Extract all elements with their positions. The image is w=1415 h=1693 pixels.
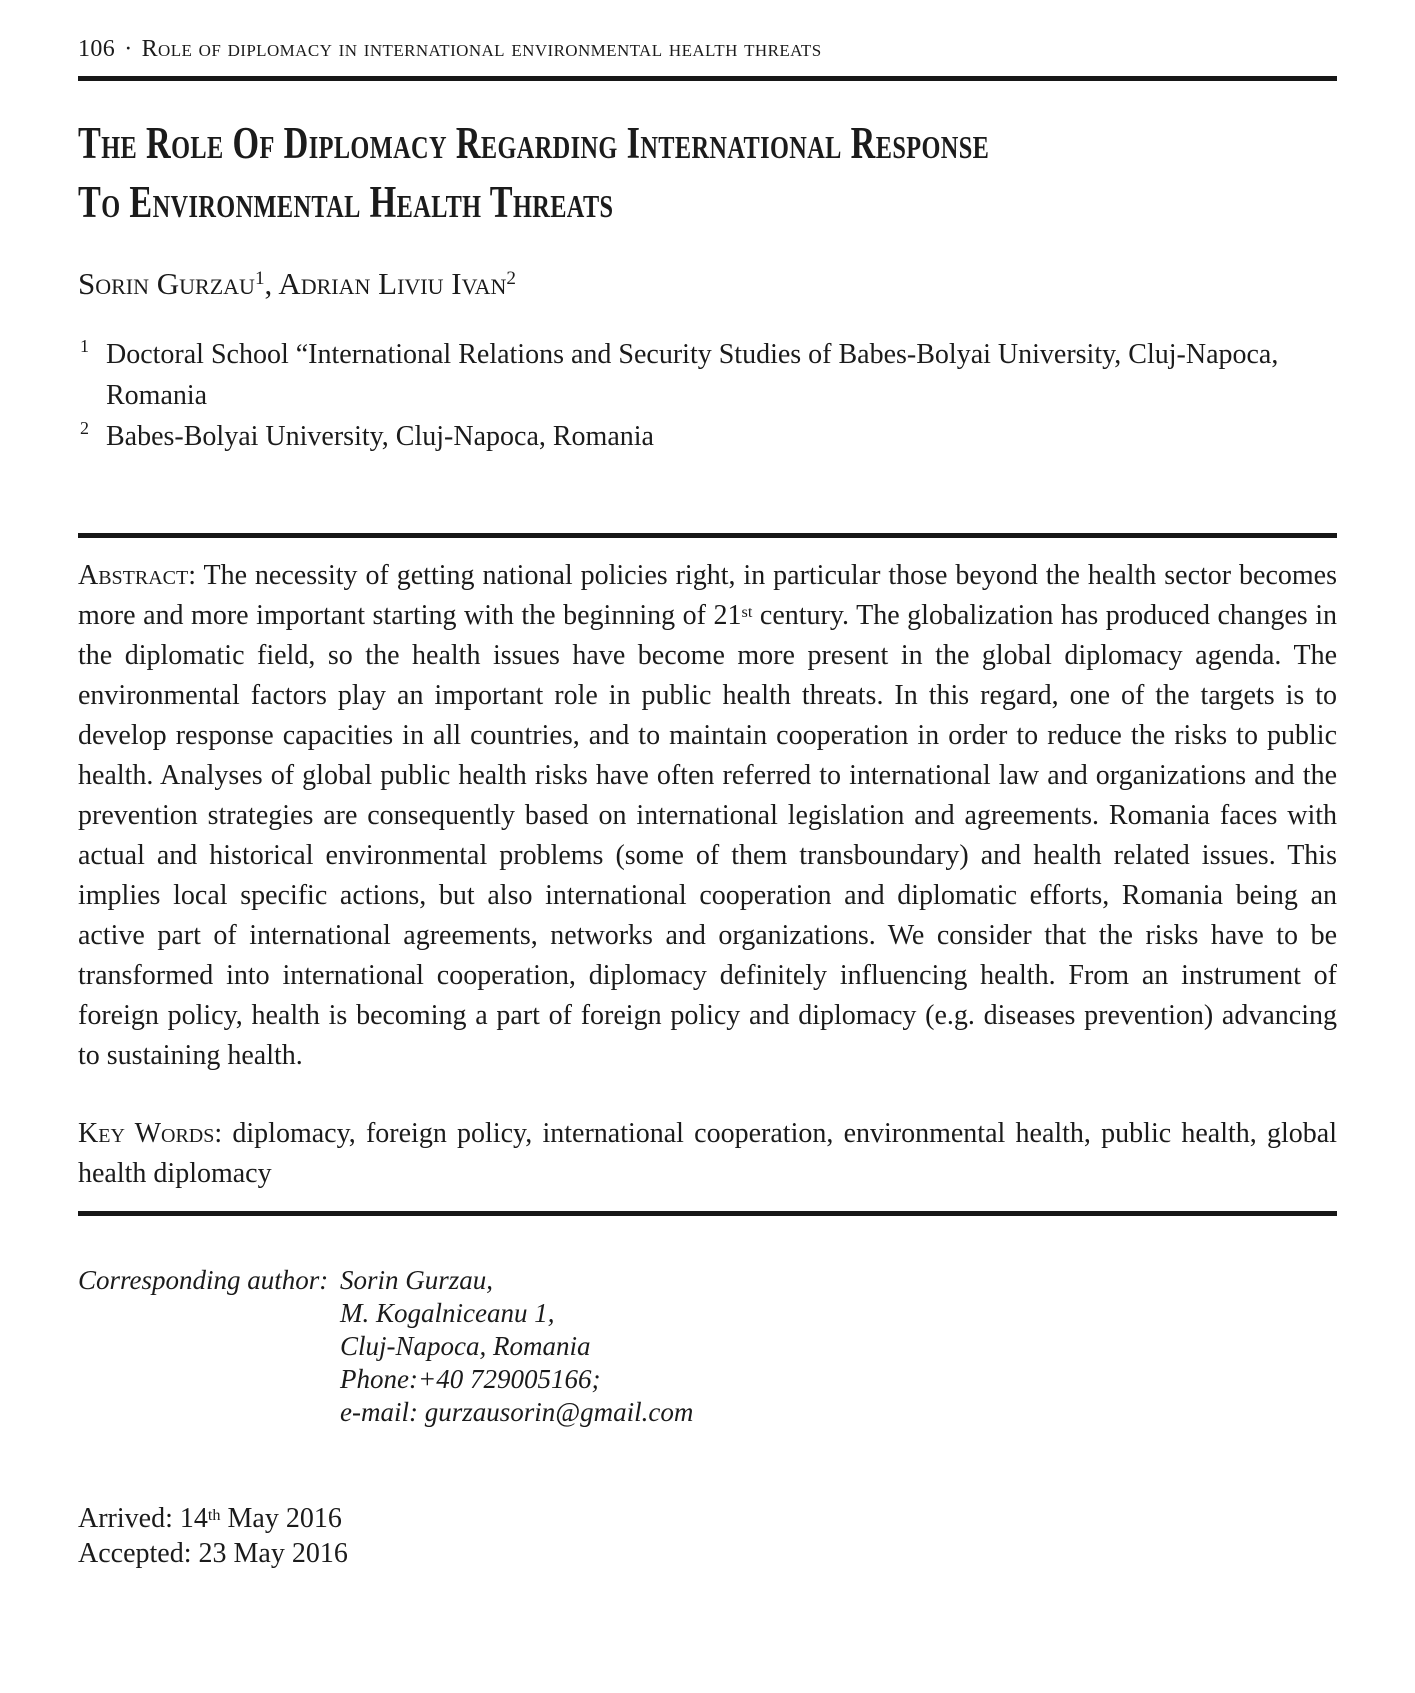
author-name-2: Adrian Liviu Ivan [278, 266, 507, 301]
page-number: 106 [78, 36, 116, 62]
abstract-top-rule [78, 533, 1337, 538]
corresponding-author-email: e-mail: gurzausorin@gmail.com [340, 1397, 694, 1427]
running-head [78, 34, 1337, 64]
ordinal-superscript: st [741, 602, 753, 621]
arrived-ordinal-superscript: th [207, 1505, 221, 1524]
header-rule [78, 76, 1337, 81]
title-line-1: The Role Of Diplomacy Regarding International Response [78, 118, 990, 168]
corresponding-author-city: Cluj-Napoca, Romania [340, 1331, 591, 1361]
author-affiliation-marker-2: 2 [506, 268, 517, 290]
authors-separator: , [264, 266, 279, 301]
keywords-label: Key Words: [78, 1118, 223, 1149]
accepted-date-line: Accepted: 23 May 2016 [78, 1538, 348, 1569]
corresponding-author-label: Corresponding author: [78, 1265, 329, 1295]
affiliation-text-2: Babes-Bolyai University, Cluj-Napoca, Romania [106, 421, 654, 452]
affiliation-marker-1: 1 [80, 336, 89, 356]
keywords-paragraph [78, 1114, 1337, 1194]
arrived-date-line [78, 1501, 1337, 1536]
affiliation-item-2 [78, 416, 1337, 457]
authors-line [78, 266, 1337, 302]
corresponding-author-block [78, 1264, 1337, 1429]
keywords-bottom-rule [78, 1211, 1337, 1216]
corresponding-author-name: Sorin Gurzau, [340, 1265, 494, 1295]
author-name-1: Sorin Gurzau [78, 266, 255, 301]
corresponding-author-phone: Phone:+40 729005166; [340, 1364, 601, 1394]
abstract-paragraph [78, 556, 1337, 1076]
affiliation-text-1: Doctoral School “International Relations and Security Studies of Babes-Bolyai University, Cluj-Napoca, Romania [106, 339, 1279, 411]
submission-dates [78, 1501, 1337, 1571]
arrived-date-prefix: Arrived: 14 [78, 1503, 208, 1534]
running-title: Role of diplomacy in international environmental health threats [141, 36, 822, 62]
author-affiliation-marker-1: 1 [254, 268, 265, 290]
abstract-label: Abstract: [78, 560, 197, 591]
affiliation-marker-2: 2 [80, 418, 89, 438]
arrived-date-suffix: May 2016 [220, 1503, 342, 1534]
corresponding-author-details [340, 1264, 1337, 1429]
abstract-text-part-1: The necessity of getting national policies right, in particular those beyond the health sector becomes more and more important starting with the beginning of 21 [78, 560, 1337, 631]
abstract-text-part-2: century. The globalization has produced changes in the diplomatic field, so the health issues have become more present in the global diplomacy agenda. The environmental factors play an important role in public health threats. In this regard, one of the targets is to develop response capacities in all countries, and to maintain cooperation in order to reduce the risks to public health. Analyses of global public health risks have often referred to international law and organizations and the prevention strategies are consequently based on international legislation and agreements. Romania faces with actual and historical environmental problems (some of them transboundary) and health related issues. This implies local specific actions, but also international cooperation and diplomatic efforts, Romania being an active part of international agreements, networks and organizations. We consider that the risks have to be transformed into international cooperation, diplomacy definitely influencing health. From an instrument of foreign policy, health is becoming a part of foreign policy and diplomacy (e.g. diseases prevention) advancing to sustaining health. [78, 600, 1337, 1071]
paper-title [78, 114, 1337, 232]
affiliation-item-1 [78, 334, 1337, 416]
title-line-2: To Environmental Health Threats [78, 177, 614, 227]
corresponding-author-street: M. Kogalniceanu 1, [340, 1298, 555, 1328]
keywords-text: diplomacy, foreign policy, international cooperation, environmental health, public health, global health diplomacy [78, 1118, 1337, 1189]
affiliations-list [78, 334, 1337, 457]
middle-dot-separator: · [124, 36, 133, 62]
